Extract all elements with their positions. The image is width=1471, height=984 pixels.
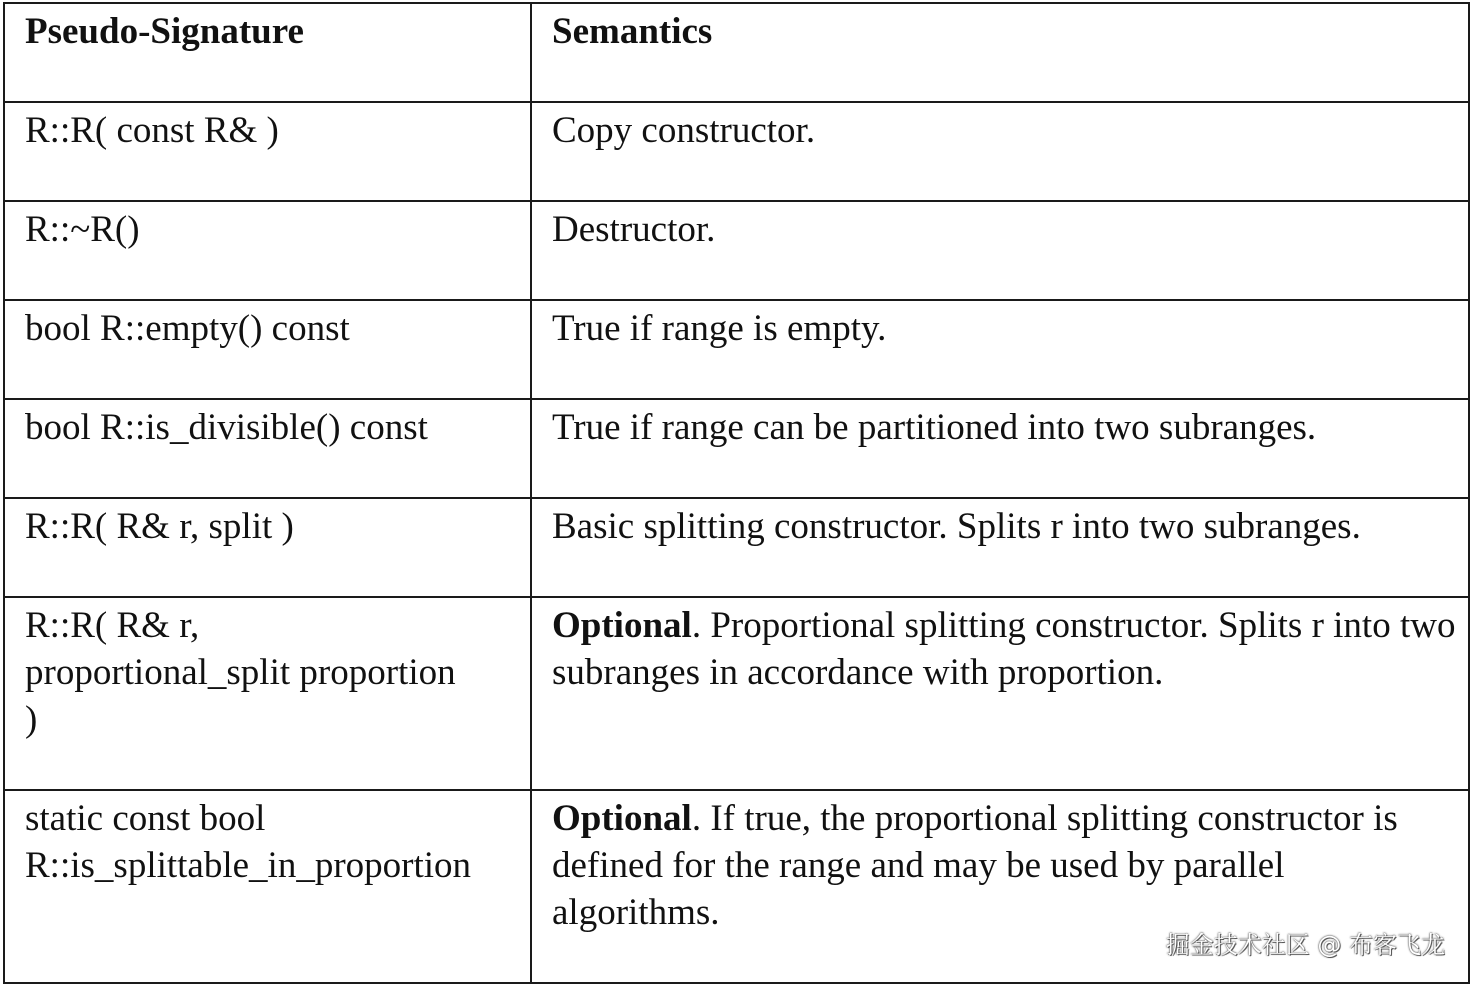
- table-row: [4, 300, 1469, 399]
- optional-label: Optional: [552, 798, 692, 839]
- table-header-row: [4, 3, 1469, 102]
- semantics-text: . Proportional splitting constructor. Splits r into two subranges in accordance with proportion.: [552, 605, 1456, 693]
- table-row: [4, 399, 1469, 498]
- signature-cell: R::R( const R& ): [4, 102, 531, 201]
- table-row: [4, 201, 1469, 300]
- signature-line: R::R( R& r,: [25, 605, 200, 646]
- signature-cell: R::R( R& r, split ): [4, 498, 531, 597]
- signature-cell: bool R::empty() const: [4, 300, 531, 399]
- header-signature: Pseudo-Signature: [4, 3, 531, 102]
- signature-line: static const bool: [25, 798, 266, 839]
- signature-line: R::is_splittable_in_proportion: [25, 845, 472, 886]
- signature-line: proportional_split proportion: [25, 652, 456, 693]
- optional-label: Optional: [552, 605, 692, 646]
- requirements-table: [3, 2, 1470, 984]
- watermark: 掘金技术社区 @ 布客飞龙: [1165, 931, 1445, 959]
- signature-cell: bool R::is_divisible() const: [4, 399, 531, 498]
- semantics-cell: Destructor.: [531, 201, 1469, 300]
- signature-cell: [4, 597, 531, 790]
- table-row: [4, 498, 1469, 597]
- signature-cell: R::~R(): [4, 201, 531, 300]
- semantics-cell: Copy constructor.: [531, 102, 1469, 201]
- semantics-cell: [531, 597, 1469, 790]
- semantics-cell: Basic splitting constructor. Splits r into two subranges.: [531, 498, 1469, 597]
- signature-cell: [4, 790, 531, 983]
- signature-line: ): [25, 699, 38, 740]
- semantics-cell: True if range is empty.: [531, 300, 1469, 399]
- table-row: [4, 597, 1469, 790]
- semantics-cell: True if range can be partitioned into two subranges.: [531, 399, 1469, 498]
- table-row: [4, 102, 1469, 201]
- semantics-text: . If true, the proportional splitting constructor is defined for the range and may be used by parallel algorithms.: [552, 798, 1398, 933]
- header-semantics: Semantics: [531, 3, 1469, 102]
